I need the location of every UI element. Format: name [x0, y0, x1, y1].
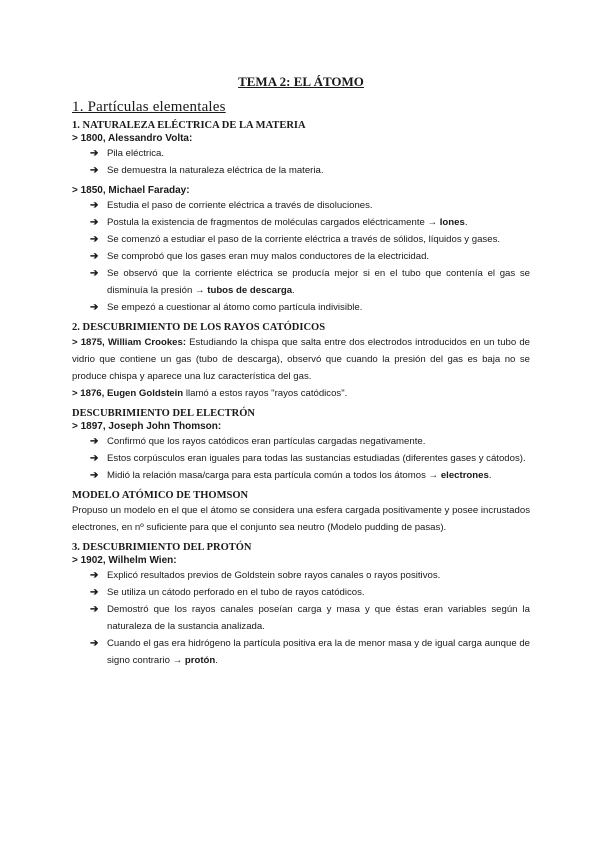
arrow-icon: ➔: [90, 251, 99, 262]
list-item: ➔ Postula la existencia de fragmentos de moléculas cargados eléctricamente → Iones.: [90, 214, 530, 231]
heading-naturaleza-electrica: 1. NATURALEZA ELÉCTRICA DE LA MATERIA: [72, 120, 306, 131]
list-item: ➔ Se demuestra la naturaleza eléctrica de la materia.: [90, 162, 530, 179]
list-item: ➔ Se empezó a cuestionar al átomo como partícula indivisible.: [90, 299, 530, 316]
term-iones: Iones: [439, 217, 465, 228]
term-proton: protón: [184, 655, 216, 666]
list-item: ➔ Se observó que la corriente eléctrica se producía mejor si en el tubo que contenía el gas se disminuía la presión → tubos de descarga.: [90, 265, 530, 299]
list-item: ➔ Explicó resultados previos de Goldstein sobre rayos canales o rayos positivos.: [90, 567, 530, 584]
paragraph-goldstein: > 1876, Eugen Goldstein llamó a estos rayos "rayos catódicos".: [72, 388, 348, 399]
list-item: ➔ Pila eléctrica.: [90, 145, 530, 162]
person-wien: > 1902, Wilhelm Wien:: [72, 555, 177, 566]
document-title: TEMA 2: EL ÁTOMO: [238, 74, 364, 89]
arrow-icon: ➔: [90, 453, 99, 464]
heading-proton: 3. DESCUBRIMIENTO DEL PROTÓN: [72, 542, 252, 553]
term-tubos-de-descarga: tubos de descarga: [207, 285, 293, 296]
section-title-particulas: 1. Partículas elementales: [72, 99, 226, 115]
paragraph-crookes: > 1875, William Crookes: Estudiando la chispa que salta entre dos electrodos introducidos en un tubo de vidrio que contiene un gas (tubo de descarga), observó que cuando la presión del gas es baja no se produce chispa y aparece una luz característica del gas.: [72, 337, 530, 382]
person-crookes: > 1875, William Crookes:: [72, 337, 187, 348]
person-volta: > 1800, Alessandro Volta:: [72, 133, 193, 144]
arrow-icon: ➔: [90, 604, 99, 615]
list-item: ➔ Estos corpúsculos eran iguales para todas las sustancias estudiadas (diferentes gases y cátodos).: [90, 450, 530, 467]
arrow-icon: ➔: [90, 268, 99, 279]
person-thomson: > 1897, Joseph John Thomson:: [72, 421, 222, 432]
arrow-icon: ➔: [90, 165, 99, 176]
arrow-icon: ➔: [90, 587, 99, 598]
heading-rayos-catodicos: 2. DESCUBRIMIENTO DE LOS RAYOS CATÓDICOS: [72, 322, 326, 333]
list-item: ➔ Confirmó que los rayos catódicos eran partículas cargadas negativamente.: [90, 433, 530, 450]
heading-electron: DESCUBRIMIENTO DEL ELECTRÓN: [72, 408, 256, 419]
arrow-icon: ➔: [90, 234, 99, 245]
list-faraday: [72, 197, 530, 316]
list-item: ➔ Se comprobó que los gases eran muy malos conductores de la electricidad.: [90, 248, 530, 265]
list-wien: [72, 567, 530, 669]
arrow-icon: ➔: [90, 302, 99, 313]
term-electrones: electrones: [440, 470, 489, 481]
list-item: ➔ Demostró que los rayos canales poseían carga y masa y que éstas eran variables según la naturaleza de la sustancia analizada.: [90, 601, 530, 635]
list-item: ➔ Cuando el gas era hidrógeno la partícula positiva era la de menor masa y de igual carga aunque de signo contrario → protón.: [90, 635, 530, 669]
arrow-icon: ➔: [90, 148, 99, 159]
arrow-icon: ➔: [90, 570, 99, 581]
arrow-icon: ➔: [90, 638, 99, 649]
list-item: ➔ Se comenzó a estudiar el paso de la corriente eléctrica a través de sólidos, líquidos y gases.: [90, 231, 530, 248]
arrow-icon: ➔: [90, 200, 99, 211]
list-thomson: [72, 433, 530, 484]
paragraph-modelo-thomson: Propuso un modelo en el que el átomo se considera una esfera cargada positivamente y posee incrustados electrones, en nº suficiente para que el conjunto sea neutro (Modelo pudding de pasas).: [72, 505, 530, 533]
list-item: ➔ Se utiliza un cátodo perforado en el tubo de rayos catódicos.: [90, 584, 530, 601]
list-volta: [72, 145, 530, 179]
person-goldstein: > 1876, Eugen Goldstein: [72, 388, 184, 399]
list-item: ➔ Estudia el paso de corriente eléctrica a través de disoluciones.: [90, 197, 530, 214]
arrow-icon: ➔: [90, 470, 99, 481]
list-item: ➔ Midió la relación masa/carga para esta partícula común a todos los átomos → electrones.: [90, 467, 530, 484]
arrow-icon: ➔: [90, 217, 99, 228]
heading-modelo-thomson: MODELO ATÓMICO DE THOMSON: [72, 490, 249, 501]
arrow-icon: ➔: [90, 436, 99, 447]
person-faraday: > 1850, Michael Faraday:: [72, 185, 190, 196]
